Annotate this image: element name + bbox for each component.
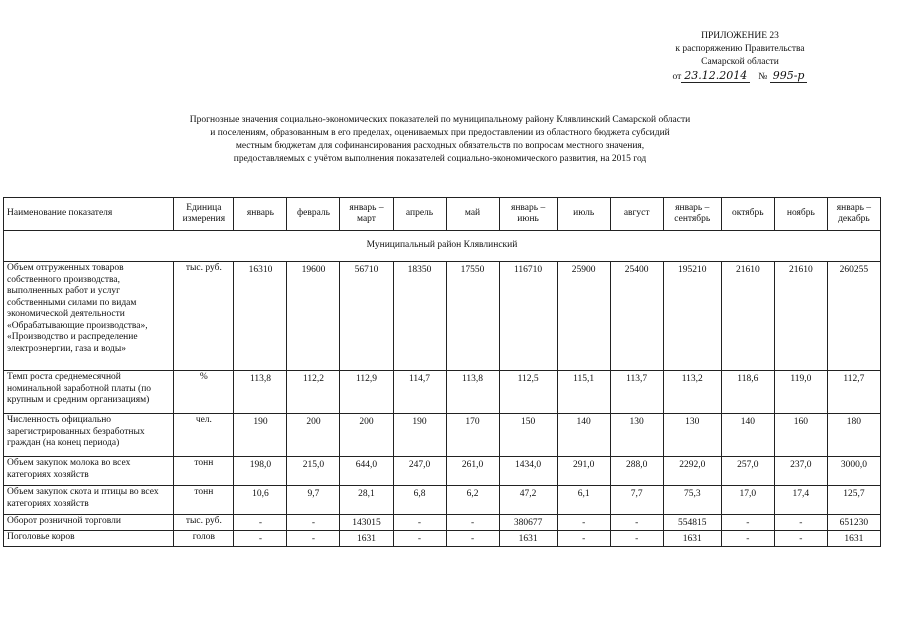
value-cell: 261,0 bbox=[446, 457, 499, 486]
value-cell: 247,0 bbox=[393, 457, 446, 486]
value-cell: - bbox=[446, 531, 499, 547]
header-aug: август bbox=[610, 198, 663, 231]
header-jan-mar: январь – март bbox=[340, 198, 393, 231]
value-cell: 1631 bbox=[499, 531, 557, 547]
title-line-1: Прогнозные значения социально-экономических показателей по муниципальному району Клявлинский Самарской области bbox=[189, 115, 691, 125]
value-cell: 143015 bbox=[340, 515, 393, 531]
indicator-unit: тыс. руб. bbox=[174, 515, 234, 531]
indicator-unit: тыс. руб. bbox=[174, 262, 234, 371]
value-cell: 21610 bbox=[721, 262, 774, 371]
value-cell: - bbox=[234, 531, 287, 547]
appendix-block bbox=[640, 30, 840, 84]
appendix-line-3: Самарской области bbox=[701, 57, 779, 67]
indicators-table bbox=[3, 197, 881, 547]
document-title bbox=[120, 114, 760, 166]
header-apr: апрель bbox=[393, 198, 446, 231]
value-cell: 1631 bbox=[340, 531, 393, 547]
value-cell: 125,7 bbox=[827, 486, 880, 515]
value-cell: - bbox=[557, 531, 610, 547]
section-title: Муниципальный район Клявлинский bbox=[4, 231, 881, 262]
value-cell: 16310 bbox=[234, 262, 287, 371]
header-jul: июль bbox=[557, 198, 610, 231]
value-cell: 17,0 bbox=[721, 486, 774, 515]
value-cell: 25900 bbox=[557, 262, 610, 371]
indicator-unit: % bbox=[174, 371, 234, 414]
header-jan-jun: январь – июнь bbox=[499, 198, 557, 231]
table-row bbox=[4, 486, 881, 515]
table-row bbox=[4, 531, 881, 547]
header-oct: октябрь bbox=[721, 198, 774, 231]
indicator-unit: тонн bbox=[174, 457, 234, 486]
value-cell: 190 bbox=[234, 414, 287, 457]
value-cell: 17,4 bbox=[774, 486, 827, 515]
value-cell: 140 bbox=[557, 414, 610, 457]
value-cell: - bbox=[446, 515, 499, 531]
value-cell: 6,2 bbox=[446, 486, 499, 515]
indicator-unit: чел. bbox=[174, 414, 234, 457]
value-cell: 116710 bbox=[499, 262, 557, 371]
indicator-name: Поголовье коров bbox=[4, 531, 174, 547]
appendix-number: ПРИЛОЖЕНИЕ 23 bbox=[701, 31, 779, 41]
value-cell: 200 bbox=[340, 414, 393, 457]
value-cell: - bbox=[287, 531, 340, 547]
value-cell: 257,0 bbox=[721, 457, 774, 486]
value-cell: 19600 bbox=[287, 262, 340, 371]
value-cell: - bbox=[234, 515, 287, 531]
value-cell: 195210 bbox=[663, 262, 721, 371]
value-cell: 2292,0 bbox=[663, 457, 721, 486]
value-cell: 190 bbox=[393, 414, 446, 457]
value-cell: 113,8 bbox=[234, 371, 287, 414]
value-cell: - bbox=[393, 531, 446, 547]
date-prefix: от bbox=[672, 72, 682, 82]
value-cell: 113,8 bbox=[446, 371, 499, 414]
table-row bbox=[4, 414, 881, 457]
value-cell: 112,2 bbox=[287, 371, 340, 414]
header-indicator: Наименование показателя bbox=[4, 198, 174, 231]
value-cell: 25400 bbox=[610, 262, 663, 371]
value-cell: 200 bbox=[287, 414, 340, 457]
value-cell: 1631 bbox=[663, 531, 721, 547]
value-cell: 130 bbox=[663, 414, 721, 457]
value-cell: - bbox=[721, 531, 774, 547]
indicator-name: Объем закупок скота и птицы во всех категориях хозяйств bbox=[4, 486, 174, 515]
header-may: май bbox=[446, 198, 499, 231]
indicator-name: Объем отгруженных товаров собственного производства, выполненных работ и услуг собственными силами по видам экономической деятельности «Обрабатывающие производства», «Производство и распределение электроэнергии, газа и воды» bbox=[4, 262, 174, 371]
handwritten-doc-number: 995-р bbox=[770, 69, 808, 83]
value-cell: 6,1 bbox=[557, 486, 610, 515]
value-cell: - bbox=[774, 515, 827, 531]
section-row bbox=[4, 231, 881, 262]
value-cell: 651230 bbox=[827, 515, 880, 531]
value-cell: - bbox=[393, 515, 446, 531]
value-cell: 130 bbox=[610, 414, 663, 457]
value-cell: 21610 bbox=[774, 262, 827, 371]
value-cell: 118,6 bbox=[721, 371, 774, 414]
value-cell: 3000,0 bbox=[827, 457, 880, 486]
header-unit: Единица измерения bbox=[174, 198, 234, 231]
value-cell: 28,1 bbox=[340, 486, 393, 515]
value-cell: 114,7 bbox=[393, 371, 446, 414]
title-line-2: и поселениям, образованным в его пределах, оцениваемых при предоставлении из областного бюджета субсидий bbox=[210, 128, 670, 138]
value-cell: - bbox=[610, 515, 663, 531]
title-line-3: местным бюджетам для софинансирования расходных обязательств по вопросам местного значения, bbox=[235, 141, 645, 151]
value-cell: - bbox=[557, 515, 610, 531]
indicator-name: Темп роста среднемесячной номинальной заработной платы (по крупным и средним организациям) bbox=[4, 371, 174, 414]
value-cell: 170 bbox=[446, 414, 499, 457]
header-jan-sep: январь – сентябрь bbox=[663, 198, 721, 231]
value-cell: 1631 bbox=[827, 531, 880, 547]
value-cell: 6,8 bbox=[393, 486, 446, 515]
value-cell: 47,2 bbox=[499, 486, 557, 515]
value-cell: 7,7 bbox=[610, 486, 663, 515]
value-cell: 75,3 bbox=[663, 486, 721, 515]
value-cell: 150 bbox=[499, 414, 557, 457]
header-jan: январь bbox=[234, 198, 287, 231]
indicator-name: Численность официально зарегистрированных безработных граждан (на конец периода) bbox=[4, 414, 174, 457]
appendix-date-line bbox=[640, 69, 840, 84]
value-cell: 260255 bbox=[827, 262, 880, 371]
value-cell: 1434,0 bbox=[499, 457, 557, 486]
indicator-unit: тонн bbox=[174, 486, 234, 515]
value-cell: 113,7 bbox=[610, 371, 663, 414]
value-cell: 237,0 bbox=[774, 457, 827, 486]
value-cell: 10,6 bbox=[234, 486, 287, 515]
value-cell: 18350 bbox=[393, 262, 446, 371]
table-row bbox=[4, 262, 881, 371]
number-prefix: № bbox=[758, 72, 768, 82]
value-cell: 288,0 bbox=[610, 457, 663, 486]
value-cell: 554815 bbox=[663, 515, 721, 531]
value-cell: 291,0 bbox=[557, 457, 610, 486]
value-cell: - bbox=[774, 531, 827, 547]
table-row bbox=[4, 371, 881, 414]
value-cell: 380677 bbox=[499, 515, 557, 531]
title-line-4: предоставляемых с учётом выполнения показателей социально-экономического развития, на 2015 год bbox=[233, 154, 647, 164]
value-cell: 215,0 bbox=[287, 457, 340, 486]
value-cell: 112,9 bbox=[340, 371, 393, 414]
header-feb: февраль bbox=[287, 198, 340, 231]
value-cell: - bbox=[610, 531, 663, 547]
indicator-name: Оборот розничной торговли bbox=[4, 515, 174, 531]
value-cell: 644,0 bbox=[340, 457, 393, 486]
value-cell: 112,7 bbox=[827, 371, 880, 414]
table-header-row bbox=[4, 198, 881, 231]
indicator-unit: голов bbox=[174, 531, 234, 547]
value-cell: 56710 bbox=[340, 262, 393, 371]
appendix-line-2: к распоряжению Правительства bbox=[675, 44, 805, 54]
value-cell: 9,7 bbox=[287, 486, 340, 515]
header-jan-dec: январь – декабрь bbox=[827, 198, 880, 231]
indicator-name: Объем закупок молока во всех категориях хозяйств bbox=[4, 457, 174, 486]
value-cell: 140 bbox=[721, 414, 774, 457]
value-cell: - bbox=[287, 515, 340, 531]
value-cell: 160 bbox=[774, 414, 827, 457]
value-cell: 198,0 bbox=[234, 457, 287, 486]
handwritten-date: 23.12.2014 bbox=[681, 69, 750, 83]
value-cell: 113,2 bbox=[663, 371, 721, 414]
value-cell: 119,0 bbox=[774, 371, 827, 414]
value-cell: 180 bbox=[827, 414, 880, 457]
table-row bbox=[4, 515, 881, 531]
value-cell: - bbox=[721, 515, 774, 531]
value-cell: 115,1 bbox=[557, 371, 610, 414]
table-row bbox=[4, 457, 881, 486]
value-cell: 17550 bbox=[446, 262, 499, 371]
value-cell: 112,5 bbox=[499, 371, 557, 414]
header-nov: ноябрь bbox=[774, 198, 827, 231]
